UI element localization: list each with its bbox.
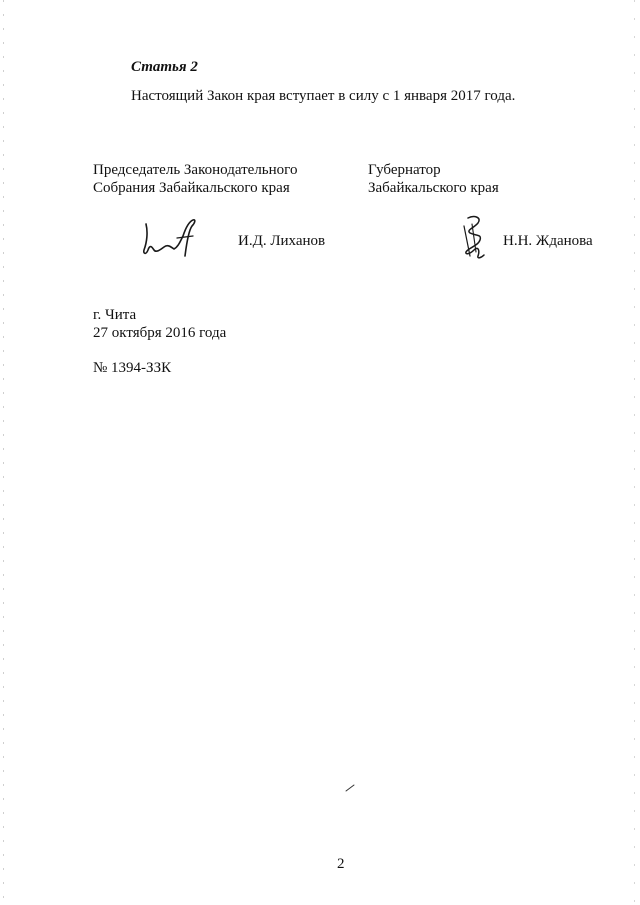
right-handwritten-signature — [456, 212, 492, 262]
left-signatory-title — [93, 161, 297, 197]
law-number: № 1394-ЗЗК — [93, 360, 172, 376]
right-signatory-title-line1: Губернатор — [368, 162, 441, 178]
date-of-signing: 27 октября 2016 года — [93, 325, 227, 341]
page-number: 2 — [337, 856, 345, 872]
article-heading: Статья 2 — [131, 59, 198, 75]
left-signatory-title-line1: Председатель Законодательного — [93, 162, 298, 178]
left-handwritten-signature — [138, 214, 198, 260]
right-signatory-title-line2: Забайкальского края — [368, 180, 499, 196]
scan-edge-left — [3, 0, 4, 905]
left-signatory-title-line2: Собрания Забайкальского края — [93, 180, 290, 196]
stray-pen-mark — [345, 784, 355, 792]
left-signatory-name: И.Д. Лиханов — [238, 233, 326, 249]
place-of-signing: г. Чита — [93, 307, 137, 323]
right-signatory-title — [368, 161, 499, 197]
article-body: Настоящий Закон края вступает в силу с 1 января 2017 года. — [131, 88, 516, 104]
scan-edge-right — [634, 0, 635, 905]
right-signatory-name: Н.Н. Жданова — [503, 233, 593, 249]
